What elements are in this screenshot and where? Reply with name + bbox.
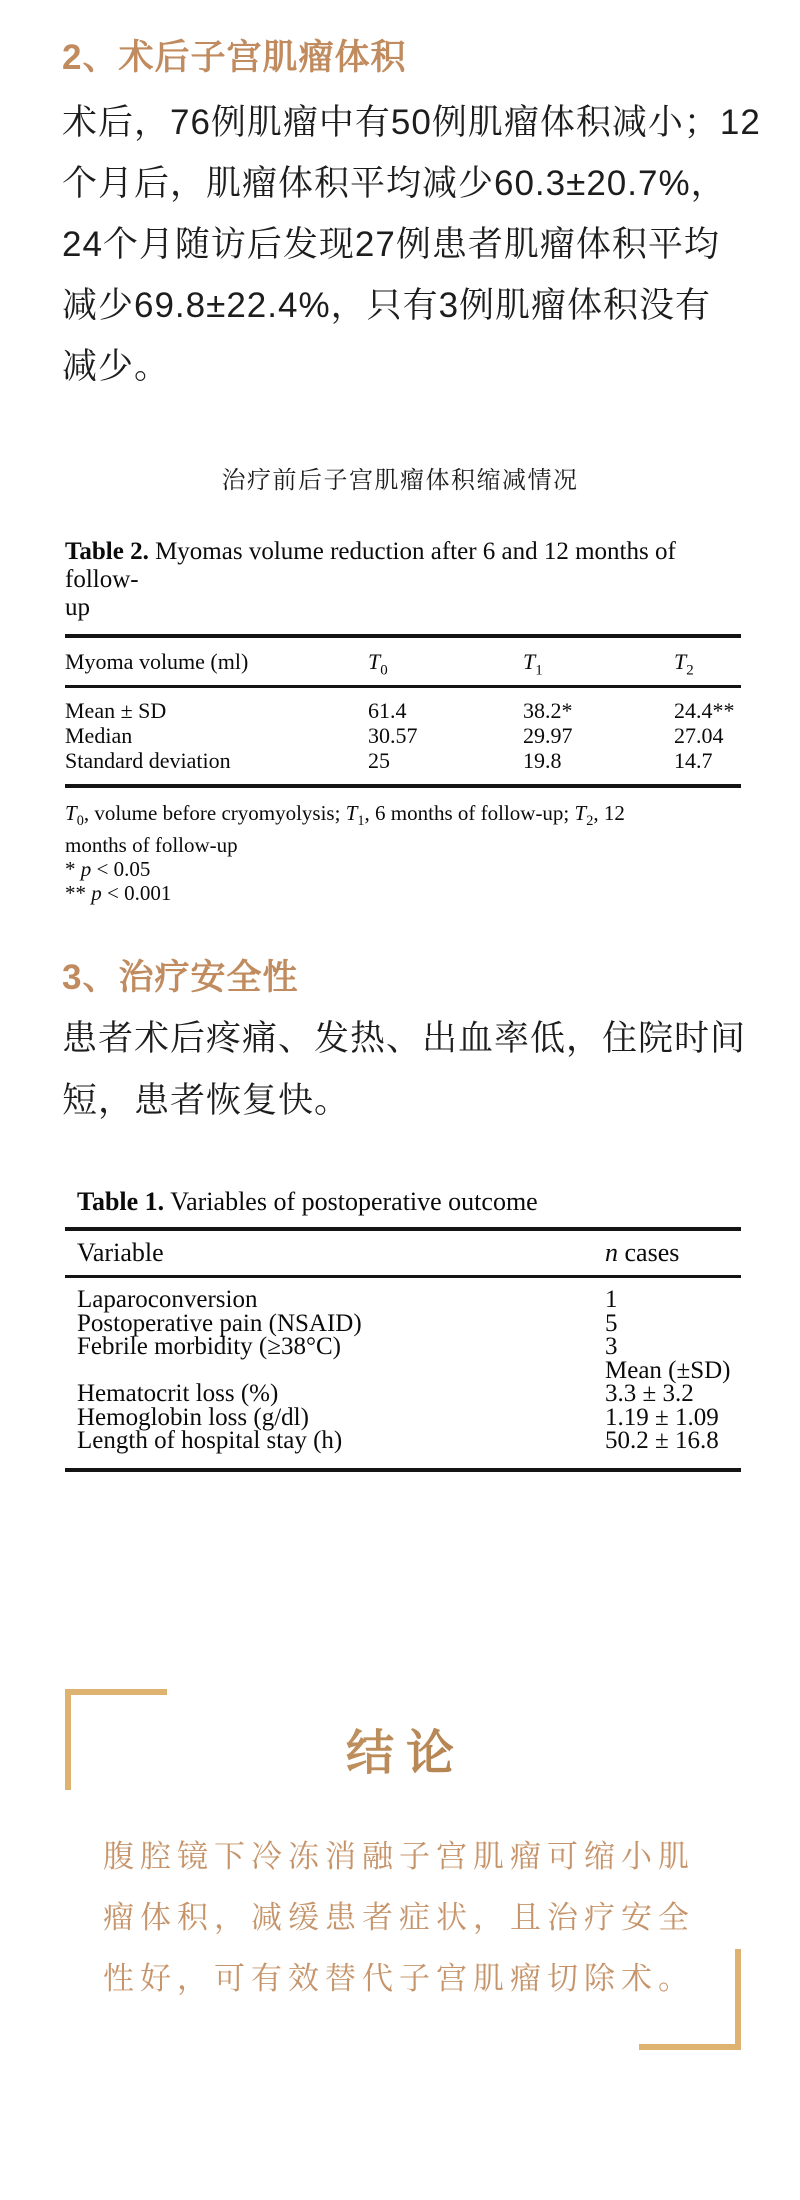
table2-title-text: Myomas volume reduction after 6 and 12 months of follow- xyxy=(65,538,676,593)
table1-title xyxy=(65,1188,741,1216)
table-row: Length of hospital stay (h) 50.2 ± 16.8 xyxy=(77,1427,719,1454)
paragraph-line: 短，患者恢复快。 xyxy=(62,1081,351,1120)
table-row: Standard deviation 25 19.8 14.7 xyxy=(65,748,713,773)
table1-bottom-rule xyxy=(65,1468,741,1472)
table1 xyxy=(65,1188,741,1472)
table2-bottom-rule xyxy=(65,784,741,788)
table1-header-variable: Variable xyxy=(77,1238,164,1267)
paragraph-line: 患者术后疼痛、发热、出血率低，住院时间 xyxy=(62,1019,747,1058)
table-row: Febrile morbidity (≥38°C) 3 xyxy=(77,1333,618,1360)
significance-note: ** p < 0.001 xyxy=(65,881,172,906)
corner-bracket-bottom-right xyxy=(639,1949,741,2050)
table-row: Laparoconversion 1 xyxy=(77,1286,618,1313)
table2-title-text-2: up xyxy=(65,594,90,621)
table1-body xyxy=(65,1278,741,1468)
paragraph-line: 24个月随访后发现27例患者肌瘤体积平均 xyxy=(62,225,720,264)
conclusion-line: 腹腔镜下冷冻消融子宫肌瘤可缩小肌 xyxy=(103,1839,695,1874)
table2-header-t2: $T_2$ xyxy=(674,649,694,679)
footnote-line: months of follow-up xyxy=(65,833,238,858)
conclusion-line: 性好，可有效替代子宫肌瘤切除术。 xyxy=(103,1961,695,1996)
table1-header-ncases: n cases xyxy=(605,1238,680,1267)
section-3-paragraph xyxy=(62,1008,762,1132)
conclusion-title: 结 论 xyxy=(0,1728,800,1780)
table-row: Hematocrit loss (%) 3.3 ± 3.2 xyxy=(77,1380,694,1407)
table-row: Median 30.57 29.97 27.04 xyxy=(65,723,724,748)
paragraph-line: 减少69.8±22.4%，只有3例肌瘤体积没有 xyxy=(62,286,712,325)
table2-footnote xyxy=(65,801,741,905)
table2-chinese-caption: 治疗前后子宫肌瘤体积缩减情况 xyxy=(221,467,579,494)
conclusion-line: 瘤体积，减缓患者症状，且治疗安全 xyxy=(103,1900,695,1935)
table1-label: Table 1. xyxy=(77,1187,165,1216)
table2 xyxy=(65,538,741,905)
table1-title-text: Variables of postoperative outcome xyxy=(170,1187,538,1216)
table2-body xyxy=(65,688,741,784)
paragraph-line: 减少。 xyxy=(62,347,171,386)
section-3-heading: 3、治疗安全性 xyxy=(62,958,299,997)
table1-header-row xyxy=(65,1231,741,1275)
section-2-heading: 2、术后子宫肌瘤体积 xyxy=(62,38,407,77)
table-row: Postoperative pain (NSAID) 5 xyxy=(77,1309,618,1337)
table2-label: Table 2. xyxy=(65,538,149,565)
significance-note: * p < 0.05 xyxy=(65,857,151,882)
table-row: Hemoglobin loss (g/dl) 1.19 ± 1.09 xyxy=(77,1403,719,1431)
table2-header-t1: $T_1$ xyxy=(523,649,543,679)
footnote-line: $T_0$, volume before cryomyolysis; $T_1$, 6 months of follow-up; $T_2$, 12 xyxy=(65,801,625,830)
table2-header-row xyxy=(65,638,741,685)
table2-header-col0: Myoma volume (ml) xyxy=(65,649,249,674)
table-row: Mean ± SD 61.4 38.2* 24.4** xyxy=(65,698,735,723)
table2-title xyxy=(65,538,741,622)
table2-header-t0: $T_0$ xyxy=(368,649,388,679)
table-row: Mean (±SD) xyxy=(605,1356,731,1384)
paragraph-line: 术后，76例肌瘤中有50例肌瘤体积减小；12 xyxy=(62,103,761,142)
paragraph-line: 个月后，肌瘤体积平均减少60.3±20.7%， xyxy=(62,164,727,203)
section-2-paragraph xyxy=(62,92,762,397)
